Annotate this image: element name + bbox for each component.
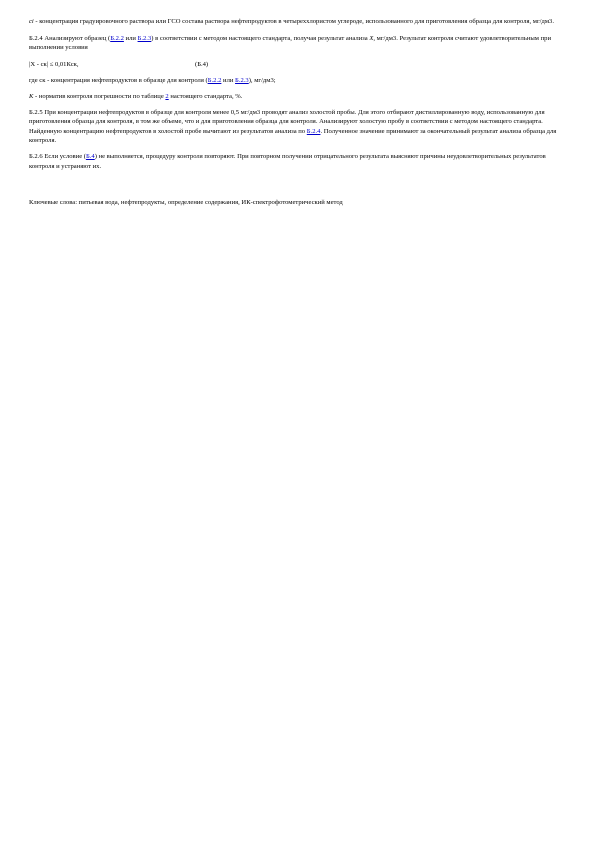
paragraph-ck-definition (29, 76, 569, 86)
link-b23[interactable]: Б.2.3 (137, 34, 152, 42)
b24-text-2: или (123, 34, 138, 42)
symbol-ci: ci (29, 18, 34, 25)
k-text-2: настоящего стандарта, %. (168, 92, 243, 100)
ci-definition-text: - концентрация градуировочного раствора или ГСО состава раствора нефтепродуктов в четыреххлористом углероде, использованного для приготовления образца для контроля, мг/дм3. (33, 18, 554, 25)
b25-text-2: . Полученное значение принимают за окончательный результат анализа образца для контроля. (29, 127, 557, 145)
paragraph-ci-definition (29, 17, 569, 27)
link-table-2[interactable]: 2 (165, 92, 169, 100)
formula-number: (Б.4) (195, 60, 209, 68)
link-b22[interactable]: Б.2.2 (110, 34, 124, 42)
ck-text-1: где ск - концентрация нефтепродуктов в образце для контроля ( (29, 77, 208, 85)
formula-b4: |X - ск| ≤ 0,01Кск, (29, 60, 79, 68)
link-b24[interactable]: Б.2.4 (306, 127, 321, 135)
variable-k: K (29, 92, 34, 100)
paragraph-k-definition (29, 92, 569, 102)
paragraph-b25 (29, 108, 569, 146)
link-b4[interactable]: Б.4 (85, 152, 95, 160)
paragraph-b24 (29, 34, 569, 53)
variable-x: X (369, 34, 374, 42)
b24-text-4: , мг/дм3. Результат контроля считают удовлетворительным при выполнении условия (29, 34, 551, 52)
ck-text-2: или (221, 77, 236, 85)
b26-text-2: ) не выполняется, процедуру контроля повторяют. При повторном получении отрицательного результата выясняют причины неудовлетворительных результатов контроля и устраняют их. (29, 152, 546, 170)
k-text-1: - норматив контроля погрешности по таблице (33, 92, 166, 100)
ck-text-3: ), мг/дм3; (248, 77, 276, 85)
b24-text-1: Б.2.4 Анализируют образец ( (29, 34, 111, 42)
link-b22-ck[interactable]: Б.2.2 (207, 77, 222, 85)
paragraph-b26 (29, 152, 569, 171)
formula-line (29, 60, 569, 70)
keywords-line: Ключевые слова: питьевая вода, нефтепродукты, определение содержания, ИК-спектрофотометрический метод (29, 199, 343, 207)
b24-text-3: ) в соответствии с методом настоящего стандарта, получая результат анализа (151, 34, 370, 42)
document-page (29, 17, 569, 208)
b25-text-1: Б.2.5 При концентрации нефтепродуктов в образце для контроля менее 0,5 мг/дм3 проводят анализ холостой пробы. Для этого отбирают дистиллированную воду, использованную для приготовления образца для контроля, в том же объеме, что и для приготовления образца для контроля. Анализируют холостую пробу в соответствии с методом настоящего стандарта. Найденную концентрацию нефтепродуктов в холостой пробе вычитают из результатов анализа по (29, 108, 545, 135)
b26-text-1: Б.2.6 Если условие ( (29, 152, 86, 160)
link-b23-ck[interactable]: Б.2.3 (235, 77, 249, 85)
